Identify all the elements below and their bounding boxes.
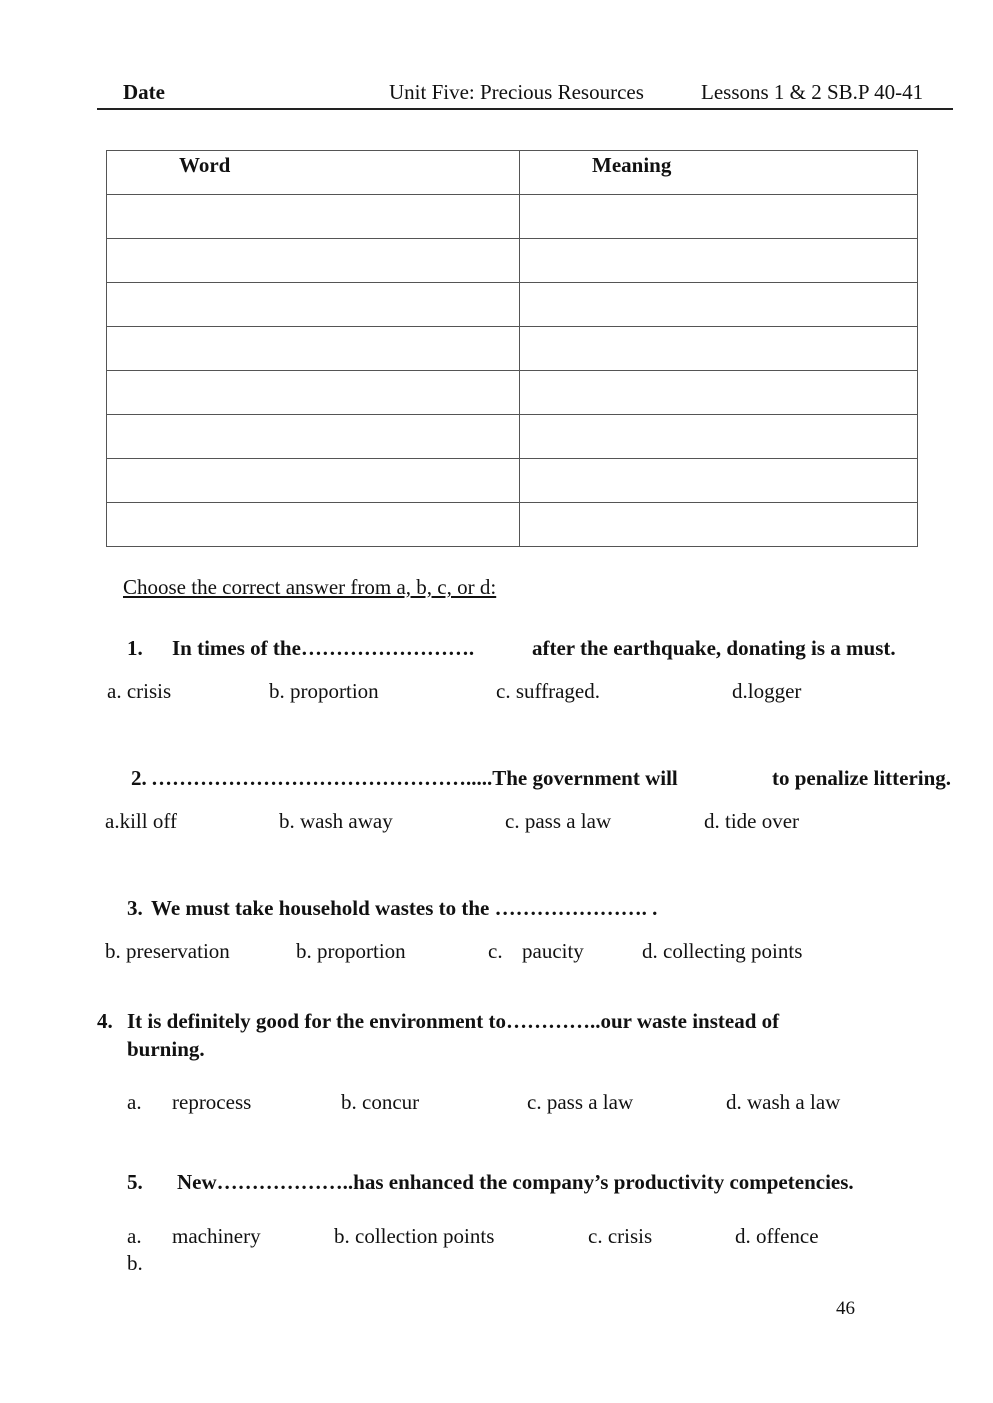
- meaning-cell[interactable]: [520, 195, 918, 239]
- question-4-option-b[interactable]: b. concur: [341, 1090, 420, 1114]
- table-row: [107, 283, 918, 327]
- word-cell[interactable]: [107, 415, 520, 459]
- question-2-text: ……………………………………….....The government will: [151, 766, 678, 790]
- question-1-text: In times of the…………………….: [172, 636, 475, 660]
- meaning-cell[interactable]: [520, 239, 918, 283]
- table-header-row: [107, 151, 918, 195]
- table-row: [107, 503, 918, 547]
- question-4-option-a-letter: a.: [127, 1090, 142, 1114]
- question-5-number: 5.: [127, 1170, 143, 1194]
- word-cell[interactable]: [107, 239, 520, 283]
- question-1-option-b[interactable]: b. proportion: [269, 679, 379, 703]
- question-4-option-d[interactable]: d. wash a law: [726, 1090, 841, 1114]
- question-3-option-c-letter: c.: [488, 939, 503, 963]
- table-row: [107, 327, 918, 371]
- question-2-option-a[interactable]: a.kill off: [105, 809, 177, 833]
- question-5-option-c[interactable]: c. crisis: [588, 1224, 653, 1248]
- question-4-text-end: burning.: [127, 1037, 205, 1061]
- word-column-header: Word: [107, 151, 520, 195]
- question-4-option-c[interactable]: c. pass a law: [527, 1090, 634, 1114]
- question-5-stray-label: b.: [127, 1251, 143, 1275]
- question-3-number: 3.: [127, 896, 143, 920]
- meaning-cell[interactable]: [520, 415, 918, 459]
- question-5-text: New………………..has enhanced the company’s productivity competencies.: [177, 1170, 854, 1194]
- meaning-cell[interactable]: [520, 283, 918, 327]
- question-3-option-d[interactable]: d. collecting points: [642, 939, 803, 963]
- header-rule: [97, 108, 953, 110]
- instructions: Choose the correct answer from a, b, c, or d:: [123, 575, 497, 599]
- question-4-text: It is definitely good for the environment to…………..our waste instead of: [127, 1009, 780, 1033]
- lesson-reference: Lessons 1 & 2 SB.P 40-41: [701, 80, 924, 104]
- meaning-cell[interactable]: [520, 327, 918, 371]
- word-cell[interactable]: [107, 195, 520, 239]
- table-row: [107, 371, 918, 415]
- table-row: [107, 459, 918, 503]
- table-row: [107, 239, 918, 283]
- meaning-column-header: Meaning: [520, 151, 918, 195]
- question-2-option-d[interactable]: d. tide over: [704, 809, 800, 833]
- question-2-text-end: to penalize littering.: [772, 766, 952, 790]
- question-3-text: We must take household wastes to the …………………. .: [151, 896, 658, 920]
- date-label: Date: [123, 80, 165, 104]
- question-2-number: 2.: [131, 766, 147, 790]
- page-number: 46: [836, 1298, 855, 1319]
- question-1-number: 1.: [127, 636, 143, 660]
- meaning-cell[interactable]: [520, 459, 918, 503]
- question-4-option-a[interactable]: reprocess: [172, 1090, 252, 1114]
- question-3-option-c[interactable]: paucity: [522, 939, 584, 963]
- meaning-cell[interactable]: [520, 503, 918, 547]
- question-5-option-a[interactable]: machinery: [172, 1224, 261, 1248]
- unit-title: Unit Five: Precious Resources: [389, 80, 644, 104]
- question-1-text-end: after the earthquake, donating is a must.: [532, 636, 896, 660]
- vocabulary-table: [106, 150, 918, 547]
- table-row: [107, 415, 918, 459]
- question-3-option-a[interactable]: b. preservation: [105, 939, 230, 963]
- word-cell[interactable]: [107, 459, 520, 503]
- question-3-option-b[interactable]: b. proportion: [296, 939, 406, 963]
- word-cell[interactable]: [107, 283, 520, 327]
- question-5-option-b[interactable]: b. collection points: [334, 1224, 495, 1248]
- question-4-number: 4.: [97, 1009, 113, 1033]
- word-cell[interactable]: [107, 503, 520, 547]
- question-1-option-a[interactable]: a. crisis: [107, 679, 172, 703]
- word-cell[interactable]: [107, 371, 520, 415]
- question-2-option-b[interactable]: b. wash away: [279, 809, 393, 833]
- meaning-cell[interactable]: [520, 371, 918, 415]
- question-1-option-c[interactable]: c. suffraged.: [496, 679, 600, 703]
- question-1-option-d[interactable]: d.logger: [732, 679, 802, 703]
- question-2-option-c[interactable]: c. pass a law: [505, 809, 612, 833]
- word-cell[interactable]: [107, 327, 520, 371]
- table-row: [107, 195, 918, 239]
- question-5-option-d[interactable]: d. offence: [735, 1224, 819, 1248]
- question-5-option-a-letter: a.: [127, 1224, 142, 1248]
